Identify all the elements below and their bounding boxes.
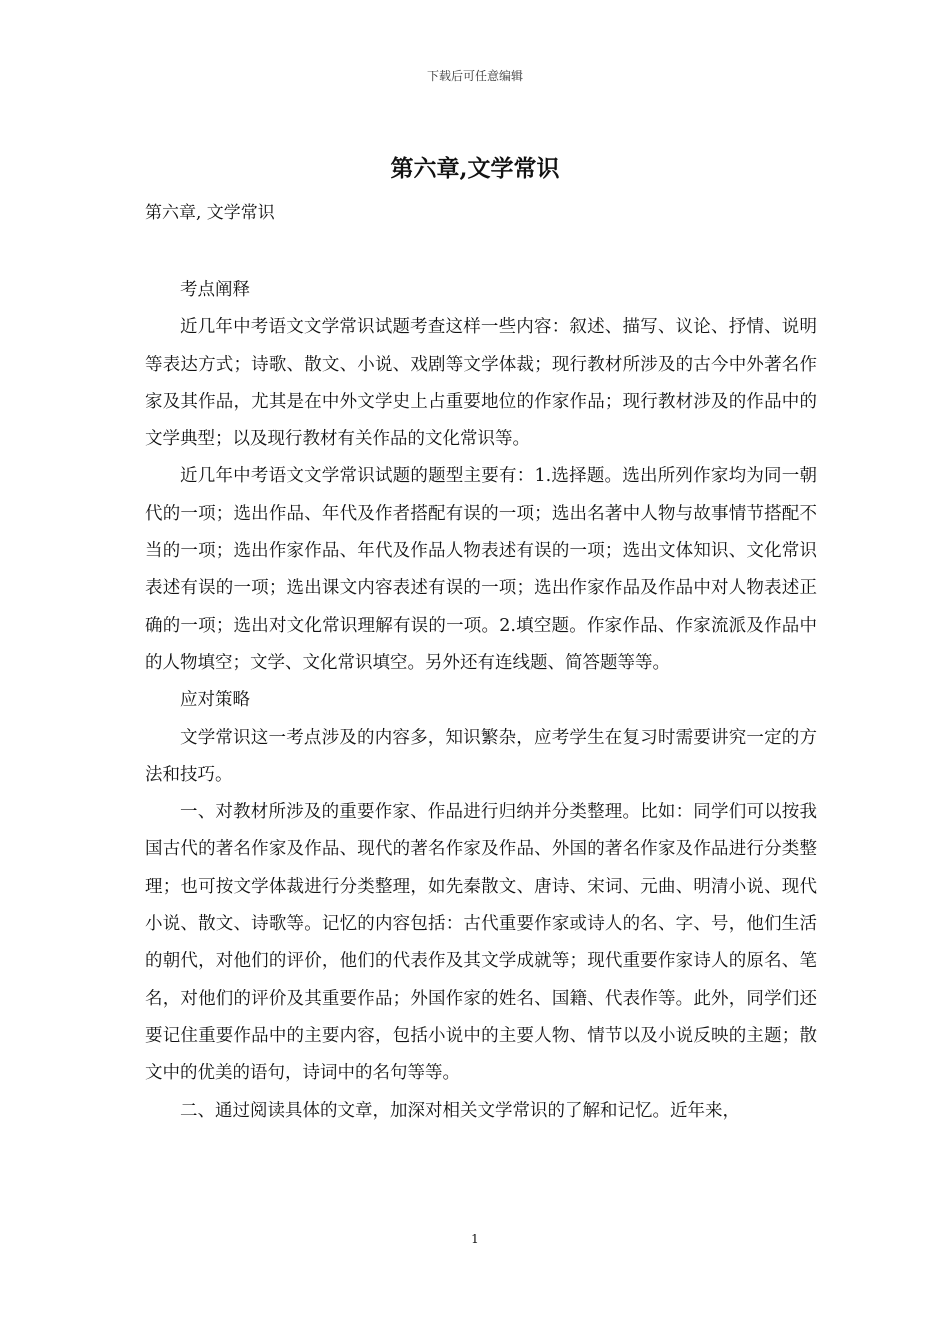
document-subtitle: 第六章, 文学常识 [145,203,275,223]
section-heading-strategy: 应对策略 [180,690,250,711]
page-number: 1 [471,1232,479,1246]
document-body [145,272,817,1130]
body-paragraph: 文学常识这一考点涉及的内容多，知识繁杂，应考学生在复习时需要讲究一定的方法和技巧。 [145,727,817,785]
document-title: 第六章,文学常识 [390,155,560,182]
page-header-note: 下载后可任意编辑 [426,69,523,83]
section-heading-exam-points: 考点阐释 [180,280,250,300]
body-paragraph: 近几年中考语文文学常识试题考查这样一些内容：叙述、描写、议论、抒情、说明等表达方式；诗歌、散文、小说、戏剧等文学体裁；现行教材所涉及的古今中外著名作家及其作品，尤其是在中外文学史上占重要地位的作家作品；现行教材涉及的作品中的文学典型；以及现行教材有关作品的文化常识等。 [145,317,817,450]
body-paragraph: 近几年中考语文文学常识试题的题型主要有：1.选择题。选出所列作家均为同一朝代的一项；选出作品、年代及作者搭配有误的一项；选出名著中人物与故事情节搭配不当的一项；选出作家作品、年代及作品人物表述有误的一项；选出文体知识、文化常识表述有误的一项；选出课文内容表述有误的一项；选出作家作品及作品中对人物表述正确的一项；选出对文化常识理解有误的一项。2.填空题。作家作品、作家流派及作品中的人物填空；文学、文化常识填空。另外还有连线题、简答题等等。 [145,466,817,673]
body-paragraph: 一、对教材所涉及的重要作家、作品进行归纳并分类整理。比如：同学们可以按我国古代的著名作家及作品、现代的著名作家及作品、外国的著名作家及作品进行分类整理；也可按文学体裁进行分类整理，如先秦散文、唐诗、宋词、元曲、明清小说、现代小说、散文、诗歌等。记忆的内容包括：古代重要作家或诗人的名、字、号，他们生活的朝代，对他们的评价，他们的代表作及其文学成就等；现代重要作家诗人的原名、笔名，对他们的评价及其重要作品；外国作家的姓名、国籍、代表作等。此外，同学们还要记住重要作品中的主要内容，包括小说中的主要人物、情节以及小说反映的主题；散文中的优美的语句，诗词中的名句等等。 [145,802,817,1084]
body-paragraph: 二、通过阅读具体的文章，加深对相关文学常识的了解和记忆。近年来， [180,1100,740,1121]
